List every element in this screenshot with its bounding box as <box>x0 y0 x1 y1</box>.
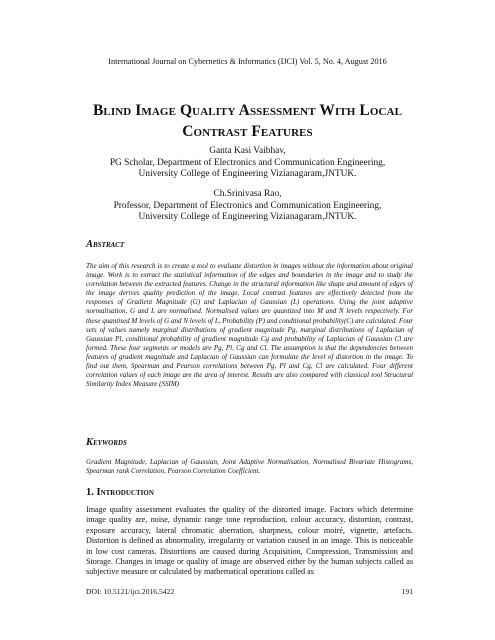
author-block-1 <box>70 146 425 181</box>
author-block-2 <box>70 189 425 224</box>
abstract-heading: Abstract <box>86 239 125 250</box>
author-name: Ch.Srinivasa Rao, <box>213 189 282 199</box>
author-affiliation: University College of Engineering Vizianagaram,JNTUK. <box>138 169 357 180</box>
title-line-1: Blind Image Quality Assessment With Local <box>92 102 403 119</box>
page-number: 191 <box>401 587 413 596</box>
introduction-text: Image quality assessment evaluates the quality of the distorted image. Factors which determine image quality are, noise, dynamic range tone reproduction, colour accuracy, distortion, contrast, exposure accuracy, lateral chromatic aberration, sharpness, colour moiré, vignette, artefacts. Distortion is defined as abnormality, irregularity or variation caused in an image. This is noticeable in low cost cameras. Distortions are caused during Acquisition, Compression, Transmission and Storage. Changes in image or quality of image are observed either by the human subjects called as subjective measure or calculated by mathematical operations called as <box>86 505 413 577</box>
author-affiliation: Professor, Department of Electronics and Communication Engineering, <box>113 201 382 212</box>
keywords-text: Gradient Magnitude, Laplacian of Gaussian, Joint Adaptive Normalisation, Normalised Bivariate Histograms, Spearman rank Correlation, Pearson Correlation Coefficient. <box>86 458 413 476</box>
introduction-heading: 1. Introduction <box>86 487 154 498</box>
author-name: Ganta Kasi Vaibhav, <box>209 146 286 156</box>
keywords-heading: Keywords <box>86 437 127 448</box>
title-line-2: Contrast Features <box>182 123 313 140</box>
abstract-text: The aim of this research is to create a tool to evaluate distortion in images without the information about original image. Work is to extract the statistical information of the edges and boundaries in the image and to study the correlation between the extracted features. Change in the structural information like shape and amount of edges of the image derives quality prediction of the image. Local contrast features are effectively detected from the responses of Gradient Magnitude (G) and Laplacian of Gaussian (L) operations. Using the joint adaptive normalisation, G and L are normalised. Normalised values are quantized into M and N levels respectively. For these quantised M levels of G and N levels of L, Probability (P) and conditional probability(C) are calculated. Four sets of values namely marginal distributions of gradient magnitude Pg, marginal distributions of Laplacian of Gaussian Pl, conditional probability of gradient magnitude Cg and probability of Laplacian of Gaussian Cl are formed. These four segments or models are Pg, Pl, Cg and Cl. The assumption is that the dependencies between features of gradient magnitude and Laplacian of Gaussian can formulate the level of distortion in the image. To find out them, Spearman and Pearson correlations between Pg, Pl and Cg, Cl are calculated. Four different correlation values of each image are the area of interest. Results are also compared with classical tool Structural Similarity Index Measure (SSIM) <box>86 262 413 389</box>
doi-footer: DOI: 10.5121/ijci.2016.5422 <box>86 587 175 596</box>
author-affiliation: University College of Engineering Vizianagaram,JNTUK. <box>138 212 357 223</box>
journal-header: International Journal on Cybernetics & Informatics (IJCI) Vol. 5, No. 4, August 2016 <box>108 57 387 66</box>
paper-title <box>60 100 435 142</box>
author-affiliation: PG Scholar, Department of Electronics and Communication Engineering, <box>109 158 386 169</box>
